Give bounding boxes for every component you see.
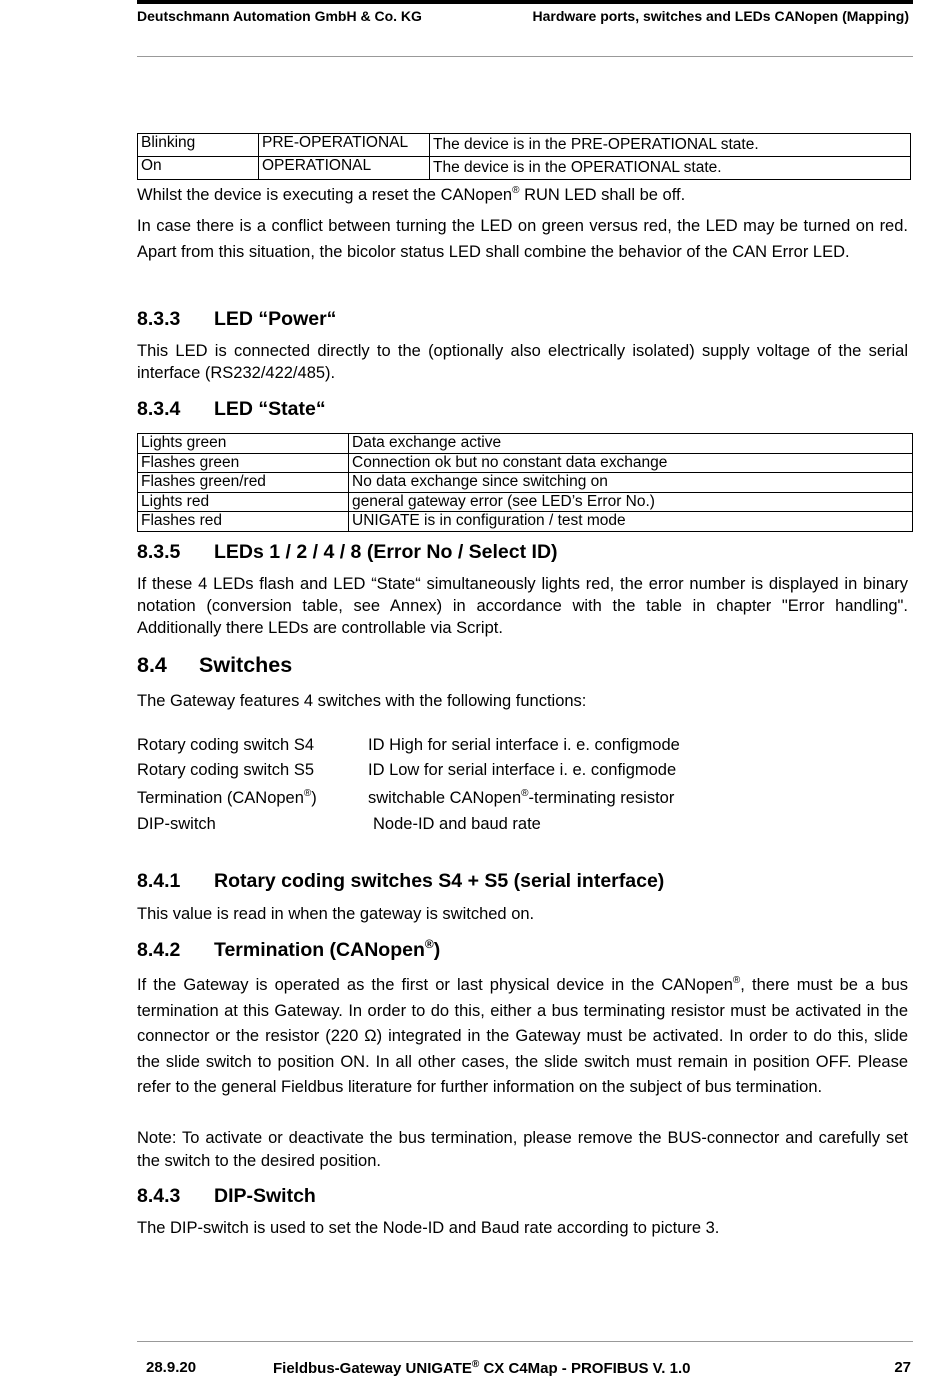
table-row <box>138 492 913 512</box>
paragraph-rotary: This value is read in when the gateway is switched on. <box>137 905 535 923</box>
table-cell: Flashes green <box>138 453 349 473</box>
table-row <box>138 453 913 473</box>
paragraph-dip: The DIP-switch is used to set the Node-ID and Baud rate according to picture 3. <box>137 1219 720 1237</box>
heading-8-4-3: 8.4.3 DIP-Switch <box>137 1185 316 1207</box>
switch-row-dip: DIP-switch Node-ID and baud rate <box>137 815 541 833</box>
table-cell: Flashes green/red <box>138 473 349 493</box>
table-cell: On <box>138 157 259 180</box>
run-led-table <box>137 133 911 180</box>
switch-row-termination: Termination (CANopen®) switchable CANopen®-terminating resistor <box>137 788 675 807</box>
table-cell: The device is in the OPERATIONAL state. <box>430 157 911 180</box>
footer-divider <box>137 1341 913 1342</box>
state-led-table <box>137 433 913 532</box>
heading-8-3-5: 8.3.5 LEDs 1 / 2 / 4 / 8 (Error No / Select ID) <box>137 541 558 563</box>
table-row <box>138 512 913 532</box>
paragraph-note: Note: To activate or deactivate the bus termination, please remove the BUS-connector and carefully set the switch to the desired position. <box>137 1129 908 1170</box>
header-rule-top <box>137 0 913 4</box>
header-section-title: Hardware ports, switches and LEDs CANopen (Mapping) <box>532 8 909 24</box>
heading-8-3-3: 8.3.3 LED “Power“ <box>137 308 337 330</box>
table-cell: Flashes red <box>138 512 349 532</box>
table-row <box>138 134 911 157</box>
header-company: Deutschmann Automation GmbH & Co. KG <box>137 8 422 24</box>
table-row <box>138 473 913 493</box>
table-row <box>138 434 913 454</box>
table-cell: OPERATIONAL <box>259 157 430 180</box>
table-cell: No data exchange since switching on <box>349 473 913 493</box>
table-cell: Blinking <box>138 134 259 157</box>
table-cell: UNIGATE is in configuration / test mode <box>349 512 913 532</box>
header-divider <box>137 56 913 57</box>
switch-row-s5: Rotary coding switch S5 ID Low for serial interface i. e. configmode <box>137 761 677 779</box>
table-cell: The device is in the PRE-OPERATIONAL state. <box>430 134 911 157</box>
paragraph-termination: If the Gateway is operated as the first or last physical device in the CANopen®, there must be a bus termination at this Gateway. In order to do this, either a bus terminating resistor must be activated in the connector or the resistor (220 Ω) integrated in the Gateway must be activated. In order to do this, slide the slide switch to position ON. In all other cases, the slide switch must remain in position OFF. Please refer to the general Fieldbus literature for further information on the subject of bus termination. <box>137 975 908 1096</box>
footer-date: 28.9.20 <box>146 1359 197 1376</box>
table-cell: Connection ok but no constant data exchange <box>349 453 913 473</box>
heading-8-4: 8.4 Switches <box>137 653 293 677</box>
paragraph-error: If these 4 LEDs flash and LED “State“ simultaneously lights red, the error number is displayed in binary notation (conversion table, see Annex) in accordance with the table in chapter "Error handling". Additionally there LEDs are controllable via Script. <box>137 575 908 637</box>
heading-8-4-1: 8.4.1 Rotary coding switches S4 + S5 (serial interface) <box>137 870 665 892</box>
table-cell: PRE-OPERATIONAL <box>259 134 430 157</box>
footer-title: Fieldbus-Gateway UNIGATE® CX C4Map - PROFIBUS V. 1.0 <box>273 1359 691 1377</box>
table-cell: Data exchange active <box>349 434 913 454</box>
table-row <box>138 157 911 180</box>
footer-page-number: 27 <box>894 1359 911 1376</box>
table-cell: general gateway error (see LED’s Error No.) <box>349 492 913 512</box>
paragraph-reset: Whilst the device is executing a reset the CANopen® RUN LED shall be off. <box>137 185 686 204</box>
table-cell: Lights red <box>138 492 349 512</box>
heading-8-3-4: 8.3.4 LED “State“ <box>137 398 326 420</box>
paragraph-conflict: In case there is a conflict between turning the LED on green versus red, the LED may be turned on red. Apart from this situation, the bicolor status LED shall combine the behavior of the CAN Error LED. <box>137 217 908 261</box>
heading-8-4-2: 8.4.2 Termination (CANopen®) <box>137 937 441 961</box>
paragraph-power: This LED is connected directly to the (optionally also electrically isolated) supply voltage of the serial interface (RS232/422/485). <box>137 342 908 382</box>
table-cell: Lights green <box>138 434 349 454</box>
switch-row-s4: Rotary coding switch S4 ID High for serial interface i. e. configmode <box>137 736 680 754</box>
paragraph-switches: The Gateway features 4 switches with the following functions: <box>137 692 587 710</box>
